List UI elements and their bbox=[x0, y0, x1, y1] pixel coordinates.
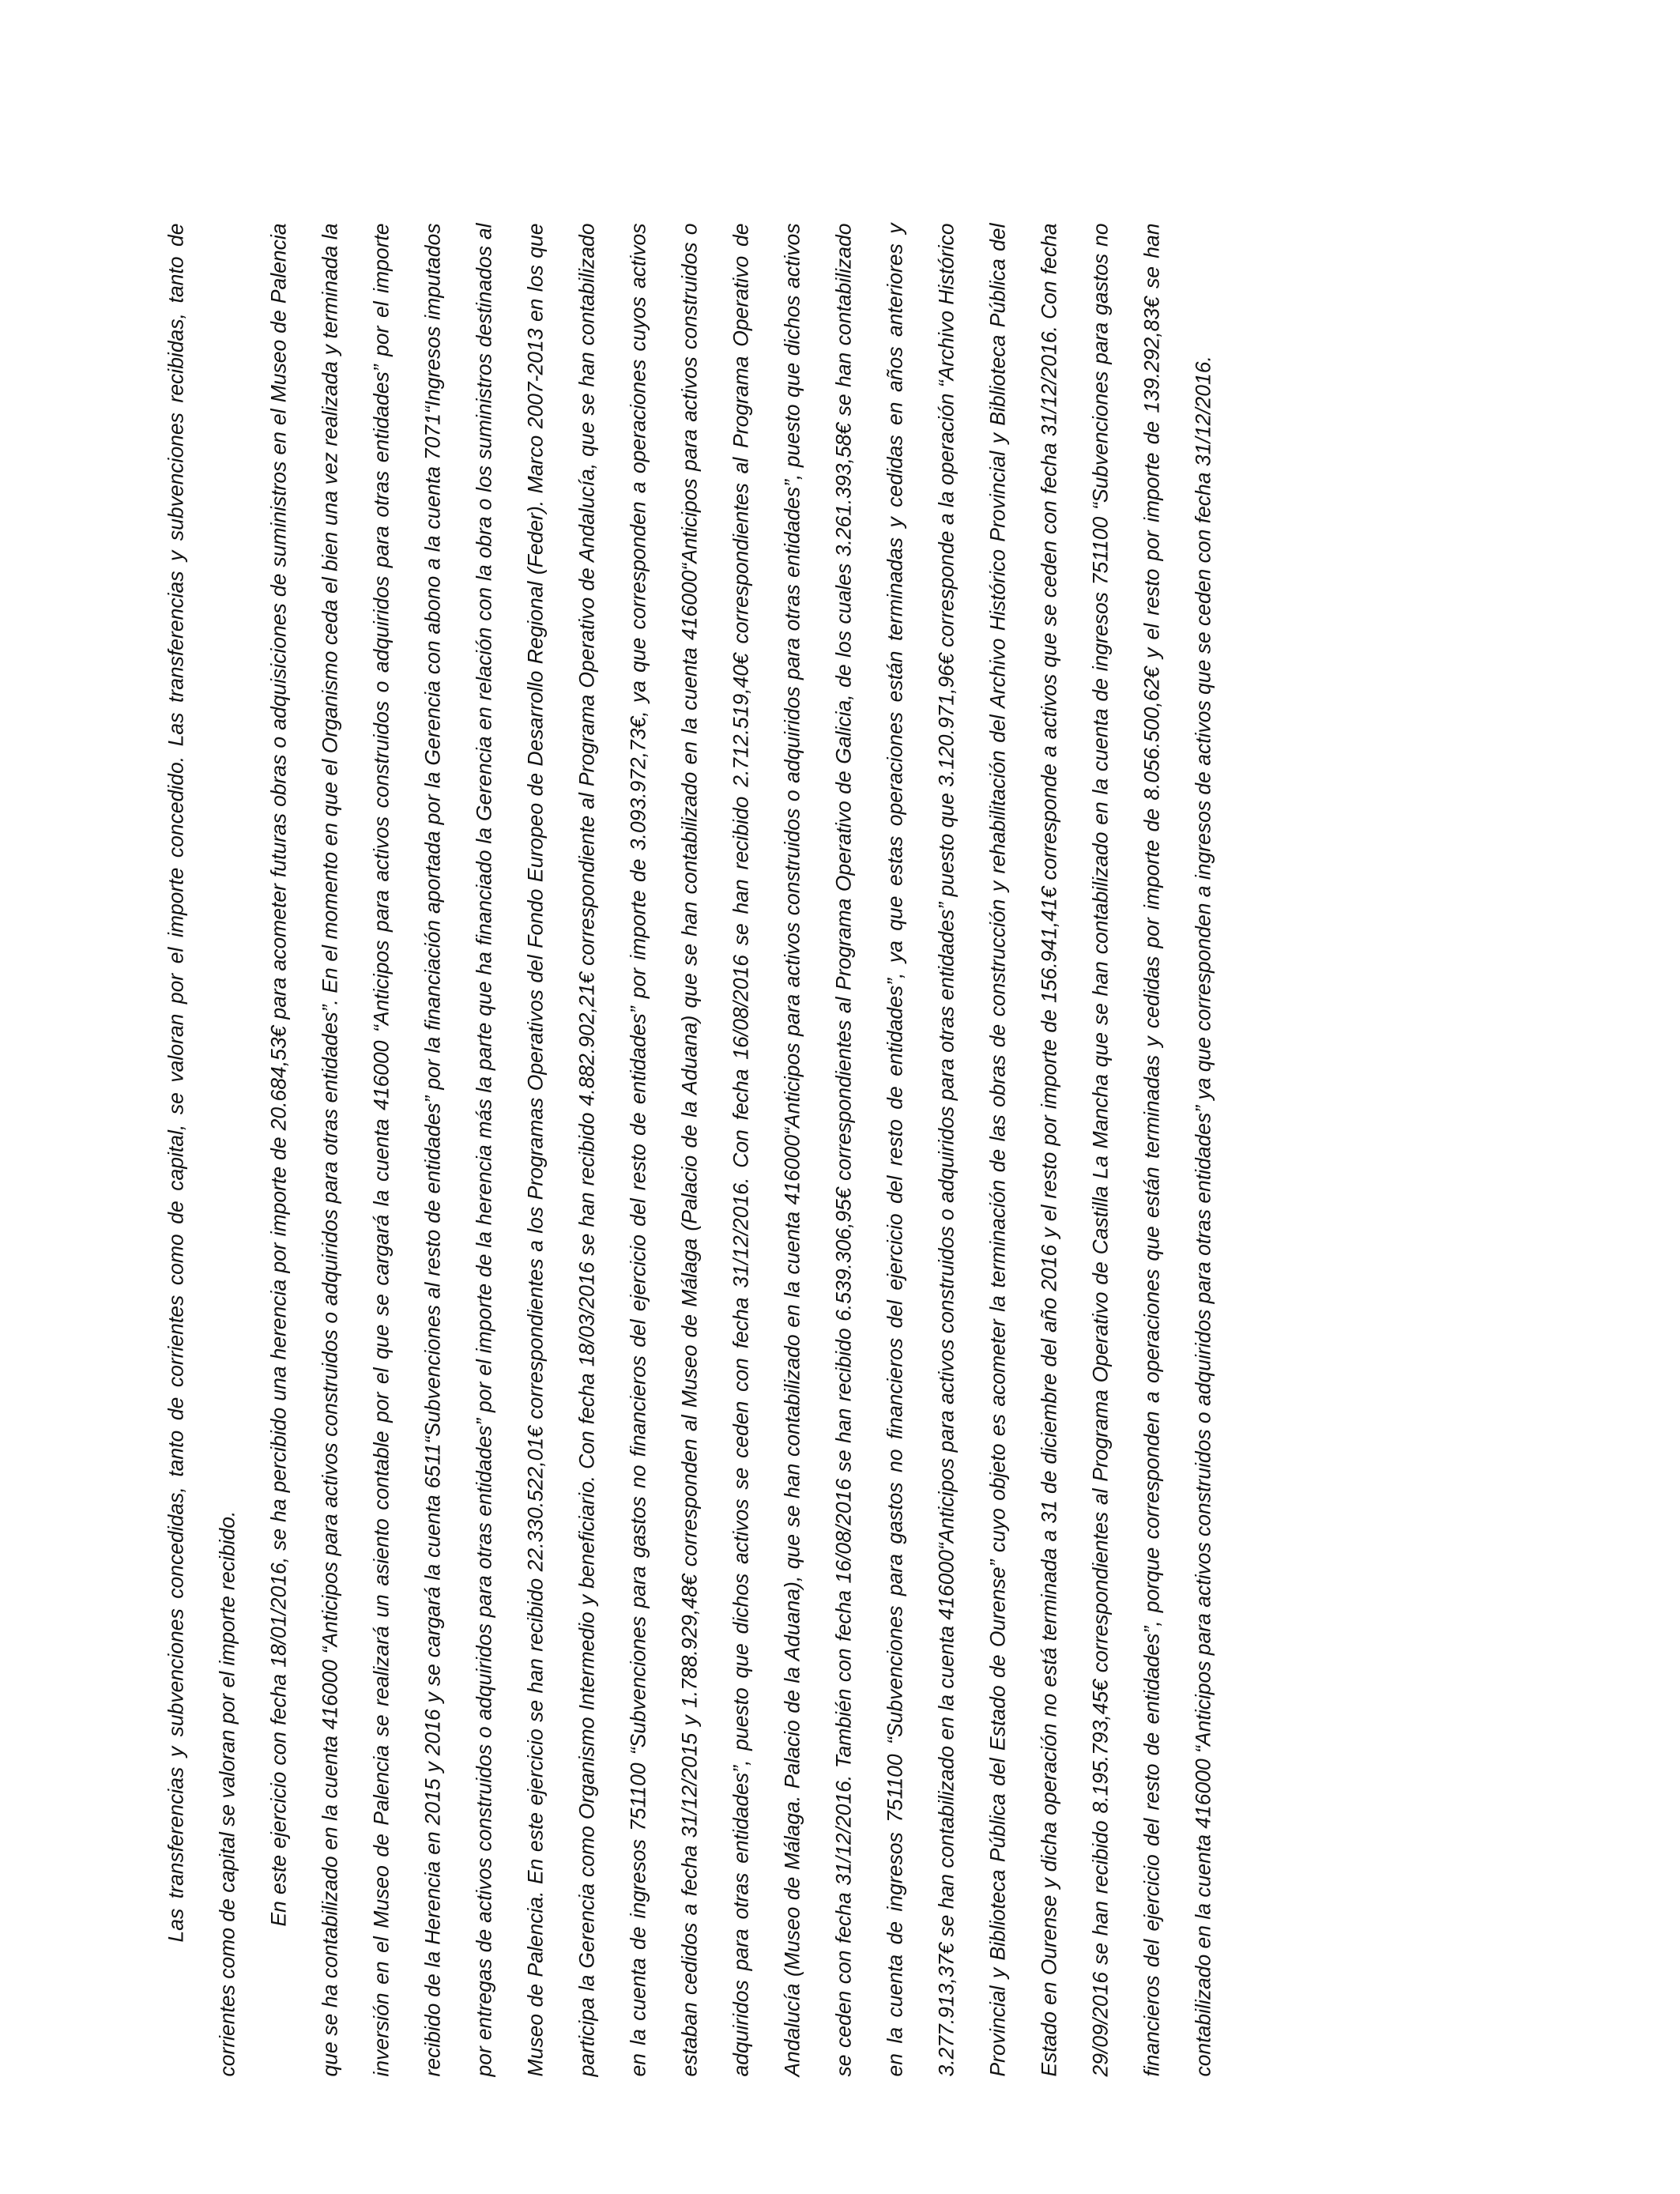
paragraph-transferencias: Las transferencias y subvenciones concedidas, tanto de corrientes como de capital, se valoran por el importe concedido. Las transferencias y subvenciones recibidas, tanto de corrientes como de capital se valoran por el importe recibido. bbox=[164, 223, 239, 2077]
paragraph-herencia-feder: En este ejercicio con fecha 18/01/2016, se ha percibido una herencia por importe de 20.684,53€ para acometer futuras obras o adquisiciones de suministros en el Museo de Palencia que se ha contabilizado en la cuenta 416000 “Anticipos para activos construidos o adquiridos para otras entidades”. En el momento en que el Organismo ceda el bien una vez realizada y terminada la inversión en el Museo de Palencia se realizará un asiento contable por el que se cargará la cuenta 416000 “Anticipos para activos construidos o adquiridos para otras entidades” por el importe recibido de la Herencia en 2015 y 2016 y se cargará la cuenta 6511“Subvenciones al resto de entidades” por la financiación aportada por la Gerencia con abono a la cuenta 7071“Ingresos imputados por entregas de activos construidos o adquiridos para otras entidades” por el importe de la herencia más la parte que ha financiado la Gerencia en relación con la obra o los suministros destinados al Museo de Palencia. En este ejercicio se han recibido 22.330.522,01€ correspondientes a los Programas Operativos del Fondo Europeo de Desarrollo Regional (Feder). Marco 2007-2013 en los que participa la Gerencia como Organismo Intermedio y beneficiario. Con fecha 18/03/2016 se han recibido 4.882.902,21€ correspondiente al Programa Operativo de Andalucía, que se han contabilizado en la cuenta de ingresos 751100 “Subvenciones para gastos no financieros del ejercicio del resto de entidades” por importe de 3.093.972,73€, ya que corresponden a operaciones cuyos activos estaban cedidos a fecha 31/12/2015 y 1.788.929,48€ corresponden al Museo de Málaga (Palacio de la Aduana) que se han contabilizado en la cuenta 416000“Anticipos para activos construidos o adquiridos para otras entidades”, puesto que dichos activos se ceden con fecha 31/12/2016. Con fecha 16/08/2016 se han recibido 2.712.519,40€ correspondientes al Programa Operativo de Andalucía (Museo de Málaga. Palacio de la Aduana), que se han contabilizado en la cuenta 416000“Anticipos para activos construidos o adquiridos para otras entidades”, puesto que dichos activos se ceden con fecha 31/12/2016. También con fecha 16/08/2016 se han recibido 6.539.306,95€ correspondientes al Programa Operativo de Galicia, de los cuales 3.261.393,58€ se han contabilizado en la cuenta de ingresos 751100 “Subvenciones para gastos no financieros del ejercicio del resto de entidades”, ya que estas operaciones están terminadas y cedidas en años anteriores y 3.277.913,37€ se han contabilizado en la cuenta 416000“Anticipos para activos construidos o adquiridos para otras entidades” puesto que 3.120.971,96€ corresponde a la operación “Archivo Histórico Provincial y Biblioteca Pública del Estado de Ourense” cuyo objeto es acometer la terminación de las obras de construcción y rehabilitación del Archivo Histórico Provincial y Biblioteca Pública del Estado en Ourense y dicha operación no está terminada a 31 de diciembre del año 2016 y el resto por importe de 156.941,41€ corresponde a activos que se ceden con fecha 31/12/2016. Con fecha 29/09/2016 se han recibido 8.195.793,45€ correspondientes al Programa Operativo de Castilla La Mancha que se han contabilizado en la cuenta de ingresos 751100 “Subvenciones para gastos no financieros del ejercicio del resto de entidades”, porque corresponden a operaciones que están terminadas y cedidas por importe de 8.056.500,62€ y el resto por importe de 139.292,83€ se han contabilizado en la cuenta 416000 “Anticipos para activos construidos o adquiridos para otras entidades” ya que corresponden a ingresos de activos que se ceden con fecha 31/12/2016. bbox=[266, 223, 1215, 2077]
rotated-text-block bbox=[150, 224, 1272, 2077]
document-body bbox=[150, 224, 1272, 2077]
